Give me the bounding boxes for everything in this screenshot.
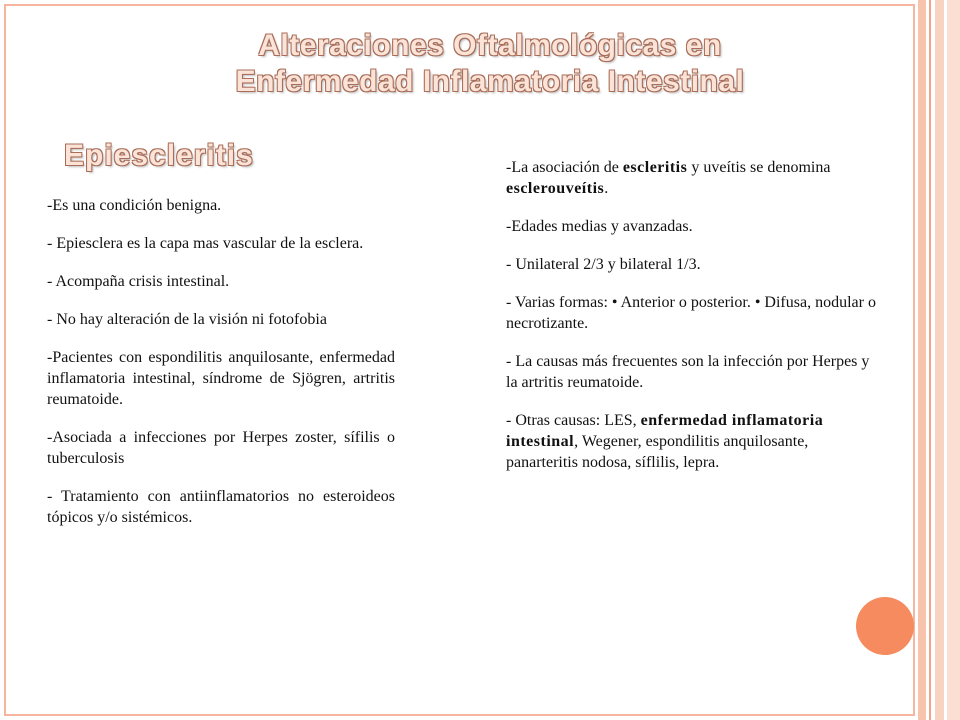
- left-paragraph: -Asociada a infecciones por Herpes zoster, sífilis o tuberculosis: [47, 429, 395, 467]
- right-paragraph: - Unilateral 2/3 y bilateral 1/3.: [506, 256, 701, 273]
- left-paragraph: -Es una condición benigna.: [47, 197, 222, 214]
- stripe: [918, 0, 926, 720]
- stripe: [947, 0, 960, 720]
- text-run: y uveítis se denomina: [687, 159, 831, 176]
- right-column: [506, 157, 881, 490]
- left-column: [47, 195, 395, 545]
- left-paragraph: - No hay alteración de la visión ni fotofobia: [47, 311, 327, 328]
- slide-title-line-1: Alteraciones Oftalmológicas en: [258, 29, 722, 62]
- text-run: -La asociación de: [506, 159, 623, 176]
- text-run: - Otras causas: LES,: [506, 412, 641, 429]
- decorative-circle: [856, 597, 914, 655]
- right-paragraph: -Edades medias y avanzadas.: [506, 218, 693, 235]
- text-run: , Wegener, espondilitis anquilosante, panarteritis nodosa, síflilis, lepra.: [506, 433, 809, 471]
- right-paragraph: [506, 410, 881, 473]
- slide-title: [140, 28, 840, 100]
- left-paragraph: - Tratamiento con antiinflamatorios no esteroideos tópicos y/o sistémicos.: [47, 488, 395, 526]
- bold-term: escleritis: [622, 159, 688, 176]
- slide-title-line-2: Enfermedad Inflamatoria Intestinal: [235, 65, 745, 98]
- right-paragraph: [506, 157, 881, 199]
- bold-term: esclerouveítis: [506, 180, 605, 197]
- right-paragraph: - Varias formas: • Anterior o posterior. • Difusa, nodular o necrotizante.: [506, 294, 876, 332]
- section-heading: Epiescleritis: [64, 139, 254, 172]
- left-paragraph: - Epiesclera es la capa mas vascular de la esclera.: [47, 235, 364, 252]
- decorative-stripes: [918, 0, 960, 720]
- text-run: .: [604, 180, 609, 197]
- left-paragraph: - Acompaña crisis intestinal.: [47, 273, 230, 290]
- stripe: [935, 0, 944, 720]
- left-paragraph: -Pacientes con espondilitis anquilosante, enfermedad inflamatoria intestinal, síndrome de Sjögren, artritis reumatoide.: [47, 349, 395, 408]
- right-paragraph: - La causas más frecuentes son la infección por Herpes y la artritis reumatoide.: [506, 353, 870, 391]
- bold-term: enfermedad inflamatoria intestinal: [506, 412, 824, 450]
